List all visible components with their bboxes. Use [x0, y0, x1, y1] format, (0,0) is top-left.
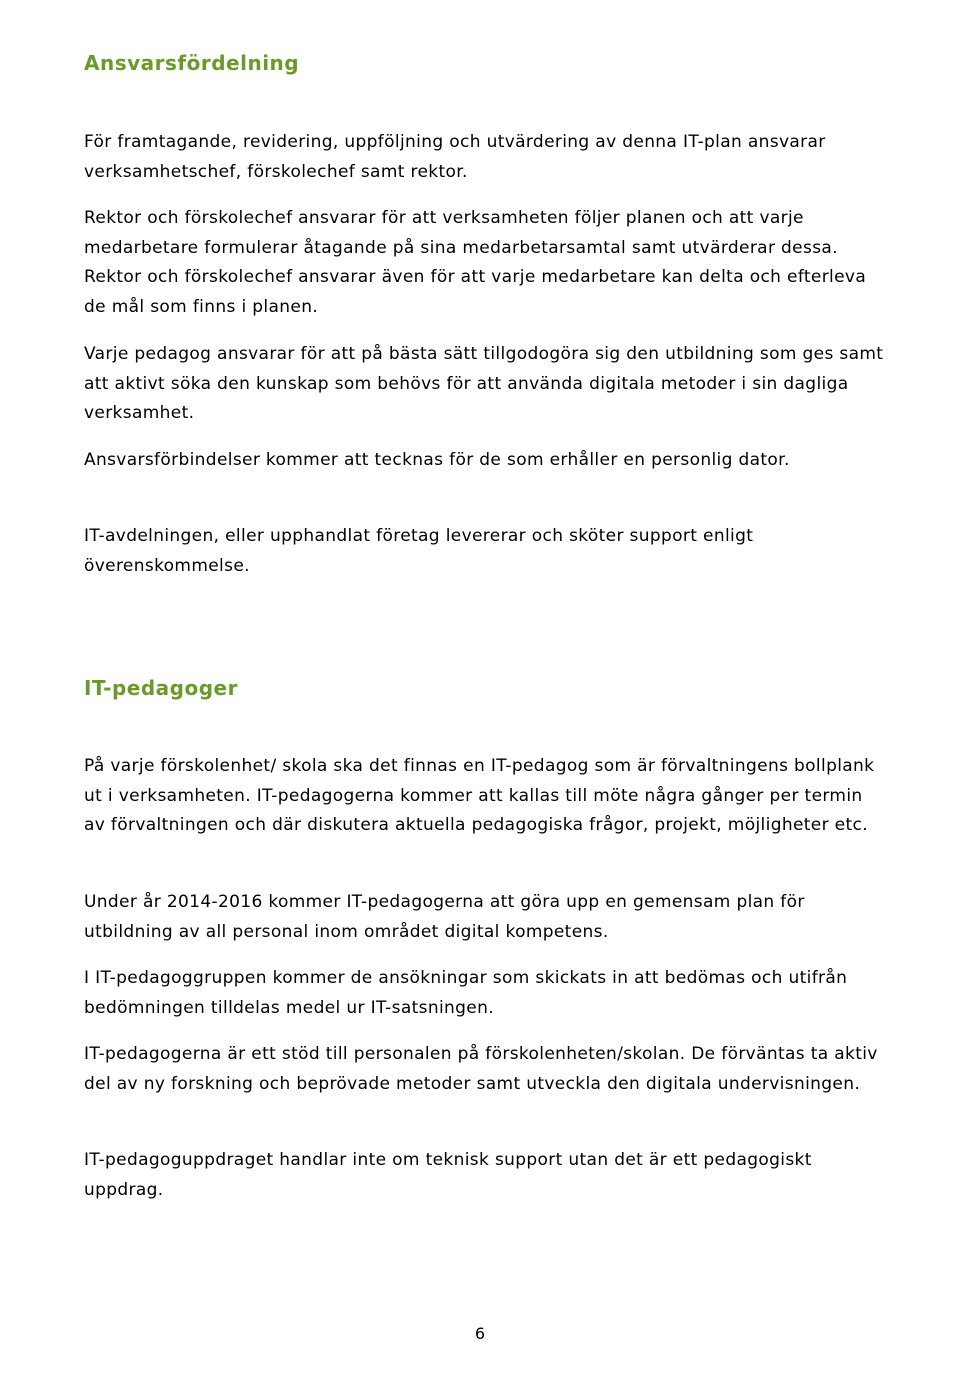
page-number: 6 [474, 1324, 486, 1343]
paragraph-rektor-forskolechef: Rektor och förskolechef ansvarar för att verksamheten följer planen och att varje medarbetare formulerar åtagande på sina medarbetarsamtal samt utvärderar dessa. Rektor och förskolechef ansvarar även för att varje medarbetare kan delta och efterleva de mål som finns i planen. [84, 208, 867, 317]
paragraph-varje-forskolenhet: På varje förskolenhet/ skola ska det finnas en IT-pedagog som är förvaltningens bollplank ut i verksamheten. IT-pedagogerna kommer att kallas till möte några gånger per termin av förvaltningen och där diskutera aktuella pedagogiska frågor, projekt, möjligheter etc. [84, 756, 875, 835]
paragraph-under-ar-2014-2016: Under år 2014-2016 kommer IT-pedagogerna att göra upp en gemensam plan för utbildning av all personal inom området digital kompetens. [84, 892, 805, 942]
paragraph-stod-till-personalen: IT-pedagogerna är ett stöd till personalen på förskolenheten/skolan. De förväntas ta aktiv del av ny forskning och beprövade metoder samt utveckla den digitala undervisningen. [84, 1044, 878, 1094]
paragraph-ansvarsforbindelser: Ansvarsförbindelser kommer att tecknas för de som erhåller en personlig dator. [84, 450, 790, 470]
paragraph-responsibility-plan: För framtagande, revidering, uppföljning och utvärdering av denna IT-plan ansvarar verksamhetschef, förskolechef samt rektor. [84, 132, 826, 182]
section-heading-it-pedagoger: IT-pedagoger [84, 676, 238, 700]
paragraph-it-avdelningen: IT-avdelningen, eller upphandlat företag levererar och sköter support enligt överenskommelse. [84, 526, 754, 576]
section-heading-ansvarsfordelning: Ansvarsfördelning [84, 51, 300, 75]
paragraph-pedagoguppdraget: IT-pedagoguppdraget handlar inte om teknisk support utan det är ett pedagogiskt uppdrag. [84, 1150, 812, 1200]
paragraph-varje-pedagog: Varje pedagog ansvarar för att på bästa sätt tillgodogöra sig den utbildning som ges samt att aktivt söka den kunskap som behövs för att använda digitala metoder i sin dagliga verksamhet. [84, 344, 884, 423]
paragraph-it-pedagoggruppen: I IT-pedagoggruppen kommer de ansökningar som skickats in att bedömas och utifrån bedömningen tilldelas medel ur IT-satsningen. [84, 968, 848, 1018]
